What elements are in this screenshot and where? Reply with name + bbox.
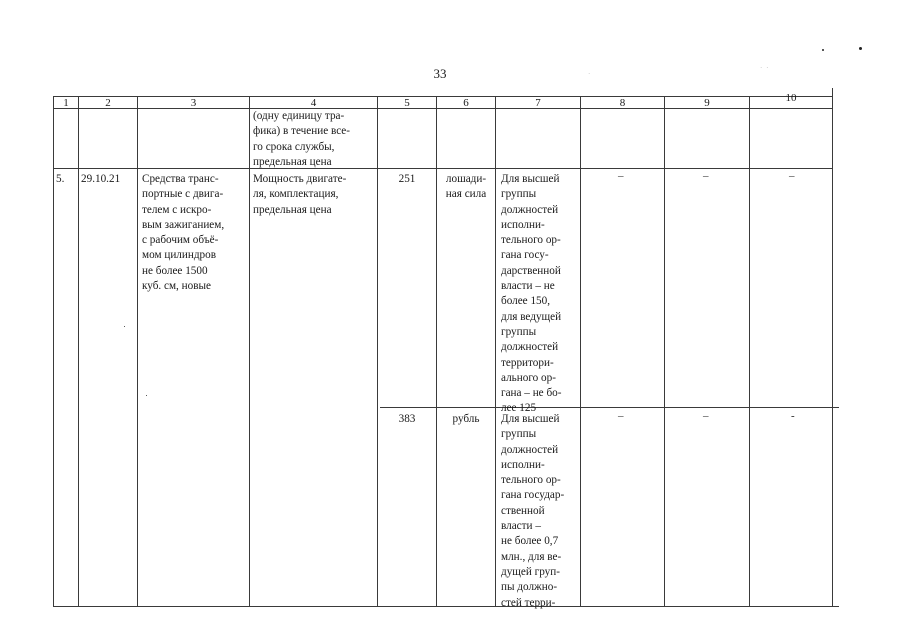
grid-line xyxy=(380,407,839,408)
column-header: 3 xyxy=(190,97,197,109)
grid-line xyxy=(580,96,581,606)
column-header: 6 xyxy=(463,97,469,109)
row-code: 29.10.21 xyxy=(81,173,121,185)
empty-dash: – xyxy=(618,170,624,182)
grid-line xyxy=(495,96,496,606)
grid-line xyxy=(664,96,665,606)
row-number: 5. xyxy=(56,173,65,185)
column-header: 1 xyxy=(63,97,69,109)
limit-value: Для высшей группы должностей исполни- тельного ор- гана госу- дарственной власти – не более 150, для ведущей группы должностей территори- ального ор- гана – не бо- лее 125 xyxy=(501,173,562,415)
page-number: 33 xyxy=(433,66,447,81)
column-header: 7 xyxy=(535,97,541,109)
grid-line xyxy=(832,88,833,606)
row-name: Средства транс- портные с двига- телем с искро- вым зажиганием, с рабочим объё- мом цилиндров не более 1500 куб. см, новые xyxy=(142,173,225,293)
grid-line xyxy=(137,96,138,606)
column-header: 2 xyxy=(105,97,111,109)
grid-line xyxy=(53,96,54,606)
column-header: 9 xyxy=(704,97,710,109)
column-header: 4 xyxy=(310,97,317,109)
continuation-cell-col4: (одну единицу тра- фика) в течение все- го срока службы, предельная цена xyxy=(253,110,350,168)
grid-line xyxy=(53,168,832,169)
scan-noise: · · xyxy=(760,64,770,72)
grid-line xyxy=(749,96,750,606)
unit-name: рубль xyxy=(452,413,480,425)
okei-code: 383 xyxy=(398,413,416,425)
empty-dash: – xyxy=(703,170,709,182)
column-header: 5 xyxy=(404,97,410,109)
unit-name: лошади- ная сила xyxy=(445,173,487,201)
grid-line xyxy=(78,96,79,606)
column-header: 10 xyxy=(785,92,797,104)
grid-line xyxy=(436,96,437,606)
scan-noise: · xyxy=(588,70,592,78)
empty-dash: – xyxy=(703,410,709,422)
row-characteristics: Мощность двигате- ля, комплектация, предельная цена xyxy=(253,173,347,216)
empty-dash: - xyxy=(791,410,795,422)
empty-dash: – xyxy=(789,170,795,182)
okei-code: 251 xyxy=(398,173,416,185)
empty-dash: – xyxy=(618,410,624,422)
grid-line xyxy=(249,96,250,606)
limit-value: Для высшей группы должностей исполни- тельного ор- гана государ- ственной власти – не более 0,7 млн., для ве- дущей груп- пы должно- стей терри- xyxy=(501,413,565,609)
column-header: 8 xyxy=(619,97,626,109)
grid-line xyxy=(53,606,839,607)
